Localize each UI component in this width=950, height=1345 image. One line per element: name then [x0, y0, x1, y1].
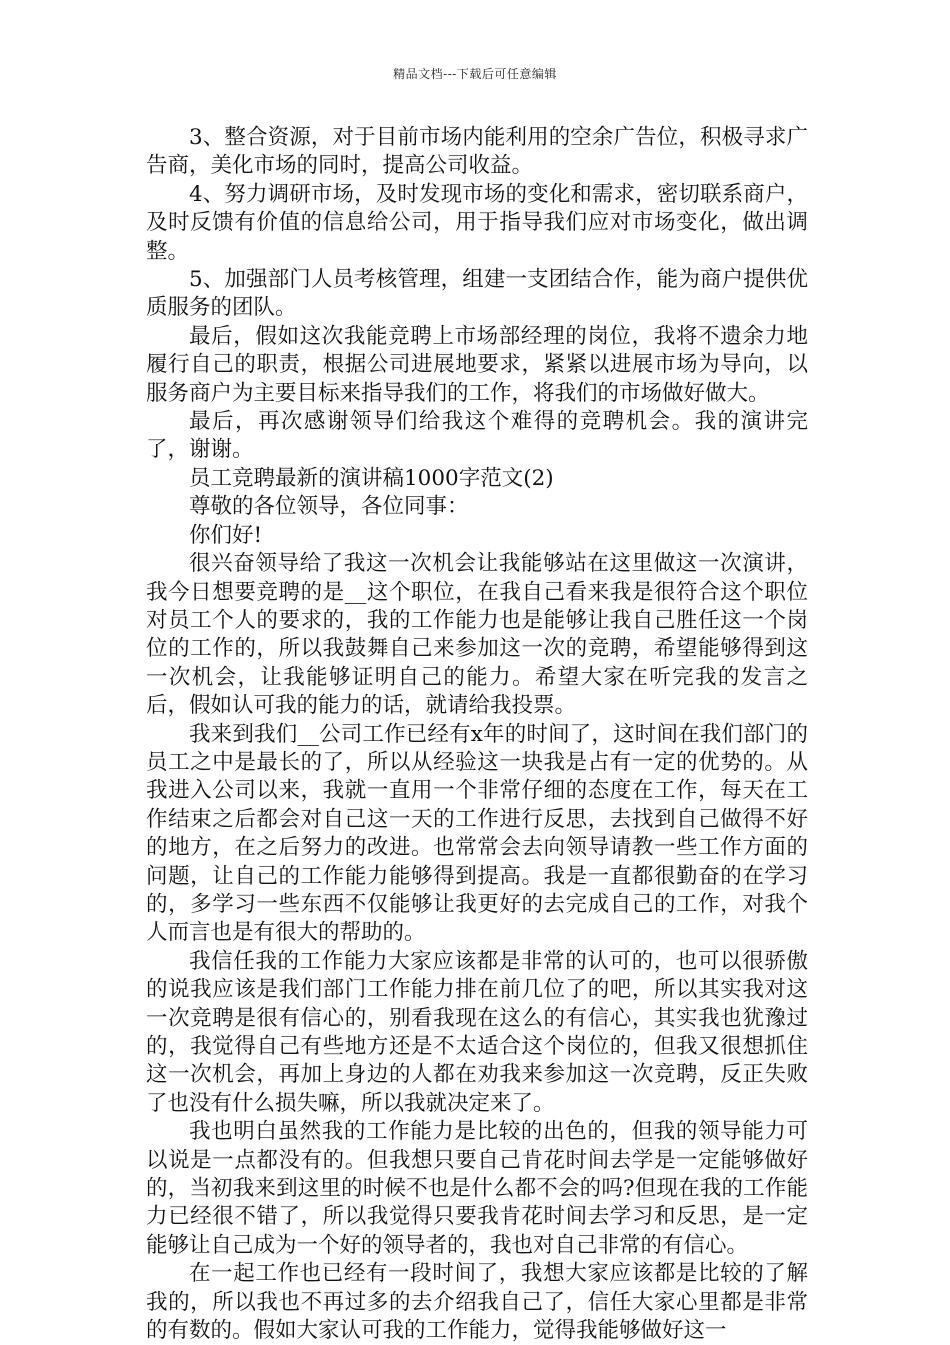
section-title: 员工竞聘最新的演讲稿1000字范文(2) — [189, 465, 554, 491]
paragraph-thanks: 最后，再次感谢领导们给我这个难得的竞聘机会。我的演讲完了，谢谢。 — [146, 409, 808, 463]
paragraph-item-3: 3、整合资源，对于目前市场内能利用的空余广告位，积极寻求广告商，美化市场的同时，提高公司收益。 — [146, 125, 808, 179]
paragraph-experience: 我来到我们__公司工作已经有x年的时间了，这时间在我们部门的员工之中是最长的了，所以从经验这一块我是占有一定的优势的。从我进入公司以来，我就一直用一个非常仔细的态度在工作，每天在工作结束之后都会对自己这一天的工作进行反思，去找到自己做得不好的地方，在之后努力的改进。也常常会去向领导请教一些工作方面的问题，让自己的工作能力能够得到提高。我是一直都很勤奋的在学习的，多学习一些东西不仅能够让我更好的去完成自己的工作，对我个人而言也是有很大的帮助的。 — [146, 721, 808, 946]
greeting: 你们好! — [189, 522, 263, 548]
page-header: 精品文档---下载后可任意编辑 — [393, 67, 557, 81]
paragraph-confidence: 我信任我的工作能力大家应该都是非常的认可的，也可以很骄傲的说我应该是我们部门工作能力排在前几位了的吧，所以其实我对这一次竞聘是很有信心的，别看我现在这么的有信心，其实我也犹豫过的，我觉得自己有些地方还是不太适合这个岗位的，但我又很想抓住这一次机会，再加上身边的人都在劝我来参加这一次竞聘，反正失败了也没有什么损失嘛，所以我就决定来了。 — [146, 948, 808, 1116]
paragraph-closing: 最后，假如这次我能竞聘上市场部经理的岗位，我将不遗余力地履行自己的职责，根据公司进展地要求，紧紧以进展市场为导向，以服务商户为主要目标来指导我们的工作，将我们的市场做好做大。 — [146, 323, 808, 406]
salutation: 尊敬的各位领导，各位同事： — [189, 494, 469, 520]
paragraph-final: 在一起工作也已经有一段时间了，我想大家应该都是比较的了解我的，所以我也不再过多的去介绍我自己了，信任大家心里都是非常的有数的。假如大家认可我的工作能力，觉得我能够做好这一 — [146, 1261, 808, 1344]
document-body — [146, 124, 808, 1345]
paragraph-intro: 很兴奋领导给了我这一次机会让我能够站在这里做这一次演讲，我今日想要竞聘的是__这个职位，在我自己看来我是很符合这个职位对员工个人的要求的，我的工作能力也是能够让我自己胜任这一个岗位的工作的，所以我鼓舞自己来参加这一次的竞聘，希望能够得到这一次机会，让我能够证明自己的能力。希望大家在听完我的发言之后，假如认可我的能力的话，就请给我投票。 — [146, 551, 808, 719]
paragraph-item-4: 4、努力调研市场，及时发现市场的变化和需求，密切联系商户，及时反馈有价值的信息给公司，用于指导我们应对市场变化，做出调整。 — [146, 181, 808, 264]
paragraph-leadership: 我也明白虽然我的工作能力是比较的出色的，但我的领导能力可以说是一点都没有的。但我想只要自己肯花时间去学是一定能够做好的，当初我来到这里的时候不也是什么都不会的吗?但现在我的工作能力已经很不错了，所以我觉得只要我肯花时间去学习和反思，是一定能够让自己成为一个好的领导者的，我也对自己非常的有信心。 — [146, 1119, 808, 1258]
paragraph-item-5: 5、加强部门人员考核管理，组建一支团结合作，能为商户提供优质服务的团队。 — [146, 267, 808, 321]
